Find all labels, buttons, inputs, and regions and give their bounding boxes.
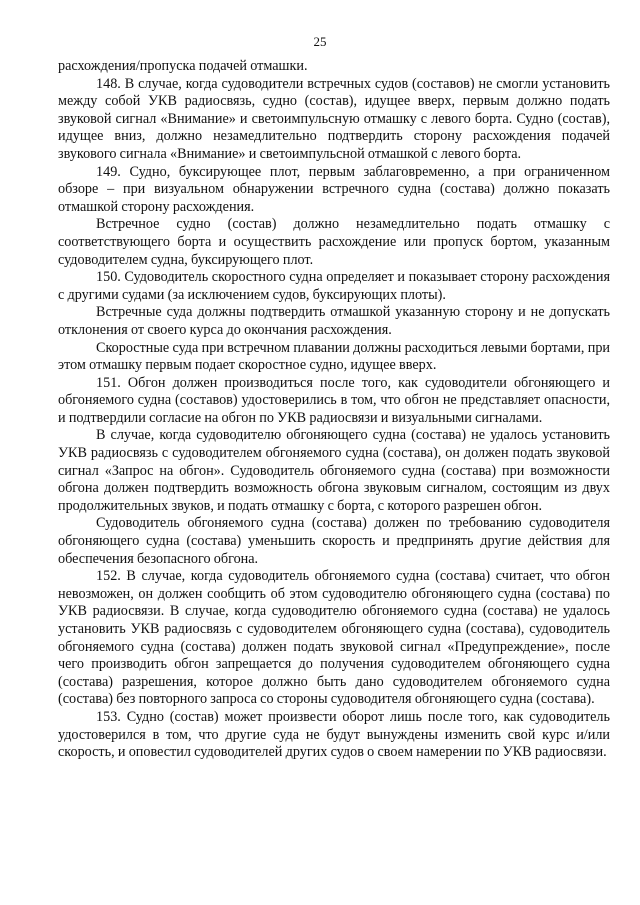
paragraph-151-no-radio: В случае, когда судоводителю обгоняющего судна (состава) не удалось установить УКВ радиосвязь с судоводителем обгоняемого судна (состава), он должен подать звуковой сигнал «Запрос на обгон». Судоводитель обгоняемого судна (состава) при возможности обгона должен подтвердить возможность обгона звуковым сигналом, состоящим из двух продолжительных звуков, и подать отмашку с борта, с которого разрешен обгон.	[58, 427, 610, 514]
paragraph-149-oncoming-vessel: Встречное судно (состав) должно незамедлительно подать отмашку с соответствующего борта и осуществить расхождение или пропуск бортом, указанным судоводителем судна, буксирующего плот.	[58, 216, 610, 268]
paragraph-151-reduce-speed: Судоводитель обгоняемого судна (состава) должен по требованию судоводителя обгоняющего судна (состава) уменьшить скорость и предпринять другие действия для обеспечения безопасного обгона.	[58, 515, 610, 567]
paragraph-152: 152. В случае, когда судоводитель обгоняемого судна (состава) считает, что обгон невозможен, он должен сообщить об этом судоводителю обгоняющего судна (состава) по УКВ радиосвязи. В случае, когда судоводителю обгоняемого судна (состава) не удалось установить УКВ радиосвязь с судоводителем обгоняющего судна (состава), судоводитель обгоняемого судна (состава) должен подать звуковой сигнал «Предупреждение», после чего производить обгон запрещается до получения судоводителем обгоняющего судна (состава) разрешения, которое должно быть дано судоводителем обгоняемого судна (состава) без повторного запроса со стороны судоводителя обгоняющего судна (состава).	[58, 568, 610, 708]
paragraph-150-high-speed: Скоростные суда при встречном плавании должны расходиться левыми бортами, при этом отмашку первым подает скоростное судно, идущее вверх.	[58, 339, 610, 374]
page-number: 25	[313, 34, 327, 49]
paragraph-149: 149. Судно, буксирующее плот, первым заблаговременно, а при ограниченном обзоре – при визуальном обнаружении встречного судна (состава) должно показать отмашкой сторону расхождения.	[58, 163, 610, 215]
paragraph-153: 153. Судно (состав) может произвести оборот лишь после того, как судоводитель удостоверился в том, что другие суда не будут вынуждены изменить свой курс и/или скорость, и оповестил судоводителей других судов о своем намерении по УКВ радиосвязи.	[58, 708, 610, 761]
paragraph-151: 151. Обгон должен производиться после того, как судоводители обгоняющего и обгоняемого судна (составов) удостоверились в том, что обгон не представляет опасности, и подтвердили согласие на обгон по УКВ радиосвязи и визуальными сигналами.	[58, 374, 610, 426]
paragraph-continuation: расхождения/пропуска подачей отмашки.	[58, 58, 308, 74]
document-body	[58, 58, 610, 762]
paragraph-148: 148. В случае, когда судоводители встречных судов (составов) не смогли установить между собой УКВ радиосвязь, судно (состав), идущее вверх, первым должно подать звуковой сигнал «Внимание» и светоимпульсную отмашку с левого борта. Судно (состав), идущее вниз, должно незамедлительно подтвердить сторону расхождения подачей звукового сигнала «Внимание» и светоимпульсной отмашкой с левого борта.	[58, 75, 610, 162]
paragraph-150: 150. Судоводитель скоростного судна определяет и показывает сторону расхождения с другими судами (за исключением судов, буксирующих плоты).	[58, 269, 610, 303]
paragraph-150-confirmation: Встречные суда должны подтвердить отмашкой указанную сторону и не допускать отклонения от своего курса до окончания расхождения.	[58, 304, 610, 338]
